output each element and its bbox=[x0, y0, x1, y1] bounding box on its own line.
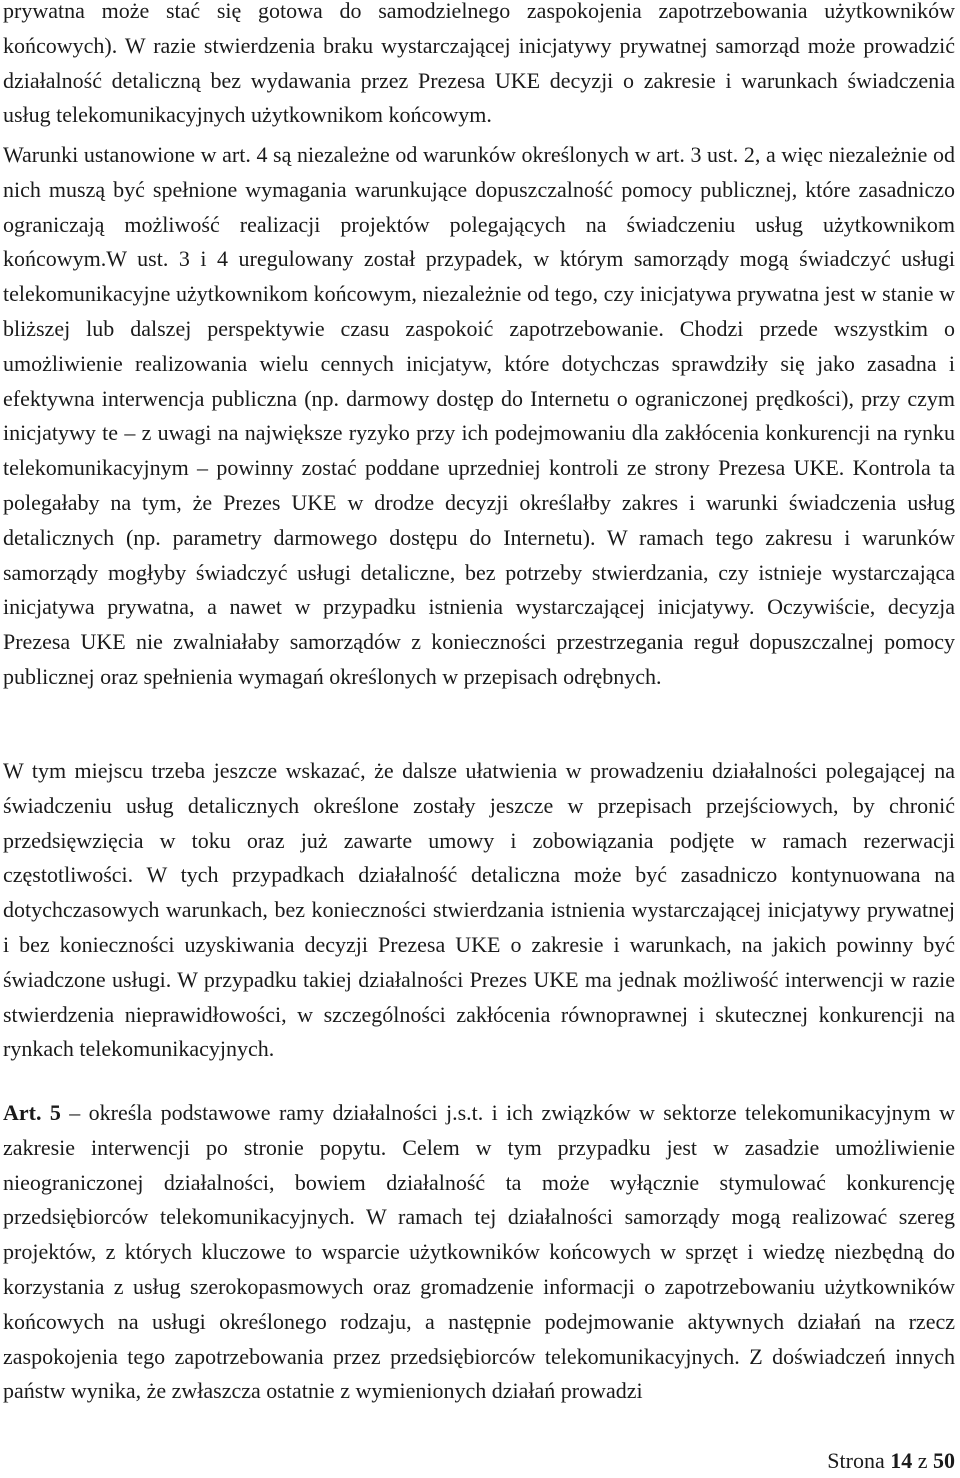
page-number-current: 14 bbox=[890, 1448, 913, 1473]
paragraph-3: W tym miejscu trzeba jeszcze wskazać, że dalsze ułatwienia w prowadzeniu działalności polegającej na świadczeniu usług detalicznych określone zostały jeszcze w przepisach przejściowych, by chronić przedsięwzięcia w toku oraz już zawarte umowy i zobowiązania podjęte w ramach rezerwacji częstotliwości. W tych przypadkach działalność detaliczna może być zasadniczo kontynuowana na dotychczasowych warunkach, bez konieczności stwierdzania istnienia wystarczającej inicjatywy prywatnej i bez konieczności uzyskiwania decyzji Prezesa UKE o zakresie i warunkach, na jakich powinny być świadczone usługi. W przypadku takiej działalności Prezes UKE ma jednak możliwość interwencji w razie stwierdzenia nieprawidłowości, w szczególności zakłócenia równoprawnej i skutecznej konkurencji na rynkach telekomunikacyjnych. bbox=[3, 758, 955, 1062]
paragraph-1: prywatna może stać się gotowa do samodzielnego zaspokojenia zapotrzebowania użytkowników końcowych). W razie stwierdzenia braku wystarczającej inicjatywy prywatnej samorząd może prowadzić działalność detaliczną bez wydawania przez Prezesa UKE decyzji o zakresie i warunkach świadczenia usług telekomunikacyjnych użytkownikom końcowym. bbox=[3, 0, 955, 128]
paragraph-2: Warunki ustanowione w art. 4 są niezależne od warunków określonych w art. 3 ust. 2, a więc niezależnie od nich muszą być spełnione wymagania warunkujące dopuszczalność pomocy publicznej, które zasadniczo ograniczają możliwość realizacji projektów polegających na świadczeniu usług użytkownikom końcowym.W ust. 3 i 4 uregulowany został przypadek, w którym samorządy mogą świadczyć usługi telekomunikacyjne użytkownikom końcowym, niezależnie od tego, czy inicjatywa prywatna jest w stanie w bliższej lub dalszej perspektywie czasu zaspokoić zapotrzebowanie. Chodzi przede wszystkim o umożliwienie realizowania wielu cennych inicjatyw, które dotychczas sprawdziły się jako zasadna i efektywna interwencja publiczna (np. darmowy dostęp do Internetu o ograniczonej prędkości), przy czym inicjatywy te – z uwagi na największe ryzyko przy ich podejmowaniu dla zakłócenia konkurencji na rynku telekomunikacyjnym – powinny zostać poddane uprzedniej kontroli ze strony Prezesa UKE. Kontrola ta polegałaby na tym, że Prezes UKE w drodze decyzji określałby zakres i warunki świadczenia usług detalicznych (np. parametry darmowego dostępu do Internetu). W ramach tego zakresu i warunków samorządy mogłyby świadczyć usługi detaliczne, bez potrzeby stwierdzania, czy istnieje wystarczająca inicjatywa prywatna, a nawet w przypadku istnienia wystarczającej inicjatywy. Oczywiście, decyzja Prezesa UKE nie zwalniałaby samorządów z konieczności przestrzegania reguł dopuszczalnej pomocy publicznej oraz spełnienia wymagań określonych w przepisach odrębnych. bbox=[3, 142, 955, 689]
page-number bbox=[827, 1448, 955, 1474]
page-number-separator: z bbox=[912, 1448, 933, 1473]
article-reference: Art. 5 bbox=[3, 1100, 61, 1125]
paragraph-4-text: – określa podstawowe ramy działalności j.s.t. i ich związków w sektorze telekomunikacyjnym w zakresie interwencji po stronie popytu. Celem w tym przypadku jest w zasadzie umożliwienie nieograniczonej działalności, bowiem działalność ta może wyłącznie stymulować konkurencję przedsiębiorców telekomunikacyjnych. W ramach tej działalności samorządy mogą realizować szereg projektów, z których kluczowe to wsparcie użytkowników końcowych w sprzęt i wiedzę niezbędną do korzystania z usług szerokopasmowych oraz gromadzenie informacji o zapotrzebowaniu użytkowników końcowych na usługi określonego rodzaju, a następnie podejmowanie aktywnych działań na rzecz zaspokojenia tego zapotrzebowania przez przedsiębiorców telekomunikacyjnych. Z doświadczeń innych państw wynika, że zwłaszcza ostatnie z wymienionych działań prowadzi bbox=[3, 1100, 955, 1404]
page-number-prefix: Strona bbox=[827, 1448, 891, 1473]
paragraph-4 bbox=[3, 1096, 955, 1409]
page-number-total: 50 bbox=[933, 1448, 955, 1473]
